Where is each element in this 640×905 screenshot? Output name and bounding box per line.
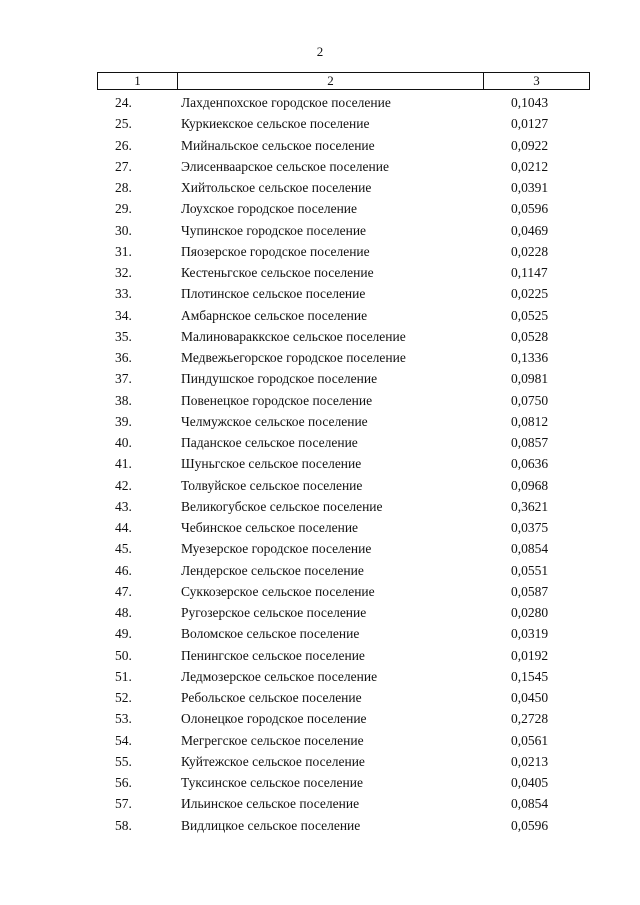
settlement-name: Хийтольское сельское поселение	[181, 180, 372, 195]
settlement-name: Муезерское городское поселение	[181, 541, 372, 557]
row-number: 26.	[115, 137, 132, 153]
coefficient-value: 0,0280	[511, 605, 549, 620]
row-number: 46.	[115, 562, 132, 578]
row-number: 58.	[115, 817, 132, 833]
coefficient-value: 0,0750	[511, 392, 549, 408]
table-header-row	[97, 72, 590, 90]
coefficient-value: 0,0405	[511, 775, 549, 790]
table-row	[97, 368, 590, 389]
settlement-name: Чебинское сельское поселение	[181, 520, 359, 535]
row-number: 40.	[115, 435, 132, 450]
table-row	[97, 687, 590, 708]
settlement-name: Ильинское сельское поселение	[181, 796, 360, 812]
table-row	[97, 645, 590, 666]
coefficient-value: 0,1545	[511, 668, 549, 684]
coefficient-value: 0,0450	[511, 690, 549, 705]
table-body	[97, 92, 590, 836]
settlements-table	[97, 72, 590, 836]
table-row	[97, 113, 590, 134]
row-number: 42.	[115, 477, 132, 493]
settlement-name: Суккозерское сельское поселение	[181, 583, 375, 599]
row-number: 37.	[115, 371, 132, 387]
column-header-2: 2	[178, 73, 484, 89]
coefficient-value: 0,0561	[511, 732, 549, 748]
settlement-name: Чупинское городское поселение	[181, 222, 367, 238]
coefficient-value: 0,0391	[511, 180, 549, 195]
row-number: 56.	[115, 775, 132, 790]
coefficient-value: 0,0212	[511, 158, 549, 174]
coefficient-value: 0,0127	[511, 116, 549, 132]
settlement-name: Куйтежское сельское поселение	[181, 753, 365, 769]
coefficient-value: 0,0596	[511, 817, 549, 833]
settlement-name: Видлицкое сельское поселение	[181, 817, 361, 833]
settlement-name: Туксинское сельское поселение	[181, 775, 363, 790]
table-row	[97, 560, 590, 581]
row-number: 28.	[115, 180, 132, 195]
row-number: 39.	[115, 413, 132, 429]
settlement-name: Пяозерское городское поселение	[181, 243, 370, 259]
table-row	[97, 432, 590, 453]
table-row	[97, 751, 590, 772]
coefficient-value: 0,0968	[511, 477, 549, 493]
coefficient-value: 0,0587	[511, 583, 549, 599]
table-row	[97, 815, 590, 836]
row-number: 44.	[115, 520, 132, 535]
settlement-name: Ледмозерское сельское поселение	[181, 668, 378, 684]
settlement-name: Мийнальское сельское поселение	[181, 137, 375, 153]
coefficient-value: 0,0228	[511, 243, 549, 259]
table-row	[97, 602, 590, 623]
table-row	[97, 283, 590, 304]
coefficient-value: 0,0854	[511, 796, 549, 812]
settlement-name: Ребольское сельское поселение	[181, 690, 362, 705]
table-row	[97, 517, 590, 538]
settlement-name: Толвуйское сельское поселение	[181, 477, 363, 493]
settlement-name: Пенингское сельское поселение	[181, 647, 365, 663]
row-number: 50.	[115, 647, 132, 663]
coefficient-value: 0,1043	[511, 95, 549, 110]
row-number: 57.	[115, 796, 132, 812]
table-row	[97, 623, 590, 644]
table-row	[97, 453, 590, 474]
column-header-3: 3	[533, 73, 540, 88]
table-row	[97, 390, 590, 411]
settlement-name: Паданское сельское поселение	[181, 435, 358, 450]
settlement-name: Шуньгское сельское поселение	[181, 456, 362, 472]
row-number: 43.	[115, 498, 132, 514]
row-number: 34.	[115, 307, 132, 323]
settlement-name: Плотинское сельское поселение	[181, 286, 366, 302]
settlement-name: Медвежьегорское городское поселение	[181, 350, 406, 365]
table-row	[97, 241, 590, 262]
row-number: 32.	[115, 265, 132, 280]
table-row	[97, 666, 590, 687]
row-number: 35.	[115, 328, 132, 344]
row-number: 47.	[115, 583, 132, 599]
table-row	[97, 177, 590, 198]
coefficient-value: 0,0857	[511, 435, 549, 450]
coefficient-value: 0,0922	[511, 137, 549, 153]
page-number: 2	[316, 44, 324, 59]
coefficient-value: 0,1336	[511, 350, 549, 365]
table-row	[97, 262, 590, 283]
row-number: 45.	[115, 541, 132, 557]
row-number: 29.	[115, 201, 132, 217]
coefficient-value: 0,0192	[511, 647, 549, 663]
coefficient-value: 0,0812	[511, 413, 549, 429]
settlement-name: Великогубское сельское поселение	[181, 498, 383, 514]
row-number: 48.	[115, 605, 132, 620]
settlement-name: Мегрегское сельское поселение	[181, 732, 364, 748]
coefficient-value: 0,0525	[511, 307, 549, 323]
row-number: 54.	[115, 732, 132, 748]
coefficient-value: 0,0636	[511, 456, 549, 472]
table-row	[97, 411, 590, 432]
coefficient-value: 0,0213	[511, 753, 549, 769]
table-row	[97, 496, 590, 517]
row-number: 41.	[115, 456, 132, 472]
table-row	[97, 772, 590, 793]
table-row	[97, 581, 590, 602]
settlement-name: Кестеньгское сельское поселение	[181, 265, 374, 280]
settlement-name: Лахденпохское городское поселение	[181, 95, 391, 110]
row-number: 49.	[115, 626, 132, 642]
row-number: 30.	[115, 222, 132, 238]
table-row	[97, 708, 590, 729]
settlement-name: Повенецкое городское поселение	[181, 392, 373, 408]
row-number: 53.	[115, 711, 132, 727]
settlement-name: Челмужское сельское поселение	[181, 413, 368, 429]
coefficient-value: 0,2728	[511, 711, 549, 727]
settlement-name: Ругозерское сельское поселение	[181, 605, 367, 620]
table-row	[97, 347, 590, 368]
row-number: 27.	[115, 158, 132, 174]
coefficient-value: 0,0225	[511, 286, 549, 302]
row-number: 25.	[115, 116, 132, 132]
settlement-name: Воломское сельское поселение	[181, 626, 360, 642]
row-number: 51.	[115, 668, 132, 684]
row-number: 55.	[115, 753, 132, 769]
table-row	[97, 538, 590, 559]
row-number: 36.	[115, 350, 132, 365]
settlement-name: Лоухское городское поселение	[181, 201, 358, 217]
coefficient-value: 0,0469	[511, 222, 549, 238]
table-row	[97, 198, 590, 219]
coefficient-value: 0,0981	[511, 371, 549, 387]
coefficient-value: 0,3621	[511, 498, 549, 514]
column-header-1: 1	[98, 73, 178, 89]
settlement-name: Малиновараккское сельское поселение	[181, 328, 406, 344]
table-row	[97, 156, 590, 177]
table-row	[97, 326, 590, 347]
row-number: 24.	[115, 95, 132, 110]
row-number: 31.	[115, 243, 132, 259]
coefficient-value: 0,1147	[511, 265, 548, 280]
table-row	[97, 305, 590, 326]
coefficient-value: 0,0854	[511, 541, 549, 557]
settlement-name: Амбарнское сельское поселение	[181, 307, 368, 323]
table-row	[97, 793, 590, 814]
coefficient-value: 0,0596	[511, 201, 549, 217]
coefficient-value: 0,0319	[511, 626, 549, 642]
row-number: 52.	[115, 690, 132, 705]
settlement-name: Куркиекское сельское поселение	[181, 116, 370, 132]
row-number: 38.	[115, 392, 132, 408]
settlement-name: Пиндушское городское поселение	[181, 371, 378, 387]
table-row	[97, 92, 590, 113]
coefficient-value: 0,0375	[511, 520, 549, 535]
table-row	[97, 220, 590, 241]
settlement-name: Лендерское сельское поселение	[181, 562, 364, 578]
table-row	[97, 730, 590, 751]
settlement-name: Элисенваарское сельское поселение	[181, 158, 389, 174]
settlement-name: Олонецкое городское поселение	[181, 711, 367, 727]
table-row	[97, 475, 590, 496]
coefficient-value: 0,0551	[511, 562, 549, 578]
coefficient-value: 0,0528	[511, 328, 549, 344]
table-row	[97, 135, 590, 156]
row-number: 33.	[115, 286, 132, 302]
